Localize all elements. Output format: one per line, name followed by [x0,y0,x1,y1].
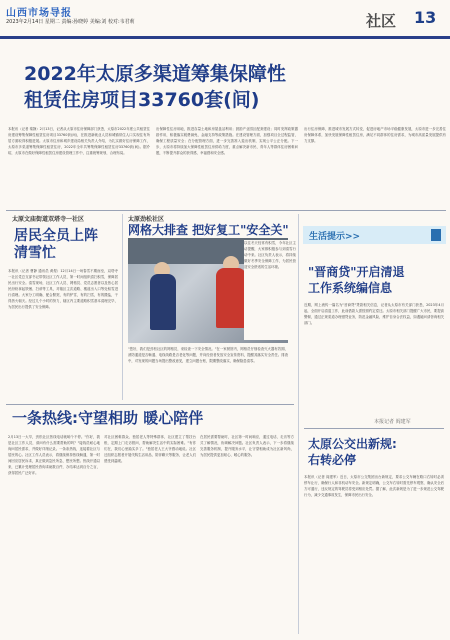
page-number: 13 [414,8,437,27]
mid-article-sidecol: 以往冬天经常有积雪，今年社区主动提醒，大家都积极参与到清雪行动中来。社区负责人表示，将持续做好冬季安全保障工作，为居民营造安全舒适的生活环境。 [244,240,296,340]
sidebar-article1-title-line2: 工作系统编信息 [308,281,393,295]
sidebar-article1-title-line1: "晋商贷"开启清退 [308,265,405,279]
hotline-headline: 一条热线:守望相助 暖心陪伴 [12,409,204,427]
masthead [0,0,450,40]
mid-article-kicker: 太原劲松社区 [128,216,165,223]
sidebar-rule [304,428,444,429]
life-tips-banner [303,226,446,244]
banner-accent-bar [431,229,441,241]
left-article-body: 本报讯（记者 曹静 通讯员 黄煜）12月14日一场春雪不期而至，双塔寺一社区党总支部书记带领社区工作人员，第一时间组织清扫积雪，保障居民出行安全。清雪现场，社区工作人员、网格员、党员志愿者以及热心居民纷纷拿起铁锹、扫帚等工具，对辖区主次道路、楼道出入口等处积雪进行清理。大家分工明确、配合默契，有的铲雪，有的扫雪，有的撒盐，干得热火朝天。经过几个小时的努力，辖区内主要道路积雪基本清理完毕，为居民出行提供了安全保障。 [8,269,118,309]
left-article-kicker: 太原文庙街道双塔寺一社区 [12,216,85,223]
sidebar-divider [298,214,299,634]
sidebar-article1-byline: 本报记者 阎建军 [374,419,411,425]
life-tips-label: 生活提示>> [309,232,361,242]
mid-article-body: "您好，我们是劲松社区的网格员，来检查一下安全情况。"在一家餐馆内，网格员仔细检查灭火器有效期、消防通道是否畅通、电线线路是否老化等问题，并向经营者发放安全宣传资料，提醒其落实安全责任。排查中，对发现的问题当场提出整改意见，建立问题台账，限期整改落实，确保隐患清零。 [128,347,288,363]
issue-info: 2023年2月14日 星期二 责编:孙晓婷 美编:刘 校对:韦君莉 [6,19,135,25]
left-article-title-line2: 清雪忙 [14,245,56,261]
hotline-divider [6,404,294,405]
section-name: 社区 [366,12,397,30]
hotline-column1: 2月13日一大早，劲松社区热线电话就响个不停。"你好，我是社区工作人员，请问有什么需要帮助的吗？"接线员耐心地询问居民需求，并做好详细记录。一条条热线，连接着社区与居民的心。社区工作人员表示，将继续保持热线畅通，第一时间回应居民诉求，真正做到急民所急、想民所想。热线开通以来，已累计受理居民咨询求助数百件，办结率达到百分之百，获得居民广泛好评。 [8,435,100,475]
masthead-divider [0,36,450,39]
sidebar-article2-title-line2: 右转必停 [308,453,357,467]
sidebar-article2-body: 本报讯（记者 阎建军）近日，太原市公交集团出台新规定，要求公交车辆在路口右转时必须停车让行，确保行人和非机动车安全。新规定明确，公交车右转时需先停车观察，确认安全后方可通行，违反规定的驾驶员将受到相应处罚。据了解，此次新规是为了进一步规范公交驾驶行为，减少交通事故发生，保障市民出行安全。 [304,475,444,497]
left-article-title-line1: 居民全员上阵 [14,228,98,244]
lead-article-column1: 本报讯（记者 秦静）2月13日，记者从太原市住房保障部门获悉，太原市2022年度公共租赁住房建设筹集保障性租赁住房项目33760套(间)，在推进新就业人员和城镇常住人口实现住有所居方面取得积极进展。太原市住房和城乡建设局相关负责人介绍，为扎实做好住房保障工作，太原市多渠道筹集保障性租赁住房，2022年全年共筹集保障性租赁住房33760套(间)。据介绍，太原市在做好保障性租赁住房建设管理工作中，注重统筹规划，合理布局。 [8,127,150,155]
newspaper-title: 山西市场导报 [6,8,72,19]
lead-article-column3: 出行住房保障，推进城市发展方式转变，促进房地产市场平稳健康发展，太原市进一步完善住房保障体系，加快发展保障性租赁住房，满足不同群体的住房需求，为城市高质量发展提供有力支撑。 [304,127,446,143]
main-headline-line1: 2022年太原多渠道筹集保障性 [24,63,286,85]
hotline-column2: 对社区困难群众、独居老人等特殊群体，社区建立了帮扶台账，定期上门走访慰问，帮助解决生活中的实际困难。"有你们在，我们心里踏实多了。"独居老人王大爷感动地说。社区还组织志愿者开展代购生活用品、陪伴聊天等服务，让老人们感受到温暖。 [104,435,196,463]
section-divider [6,210,446,211]
main-headline-line2: 租赁住房项目33760套(间) [24,89,260,111]
mid-article-title: 网格大排查 把好复工"安全关" [128,223,289,237]
column-divider [122,214,123,400]
lead-article-column2: 出保障性住房用地，推进存量土地和房屋盘活利用；鼓励产业园区配套建设；同时发挥政策激励作用，积极落实税费减免、金融支持等政策措施。在建设管理方面，加强项目全过程监管，确保工程质量安全；在分配管理方面，进一步完善准入退出机制，实现公平公正分配。下一步，太原市将持续加大保障性租赁住房供给力度，重点解决新市民、青年人等群体住房困难问题，不断提升群众的获得感、幸福感和安全感。 [156,127,298,155]
hotline-column3: 在居民需要帮助时，社区第一时间响应，通过电话、走访等方式了解情况，协调解决问题。社区负责人表示，下一步将继续完善服务机制，提升服务水平，让守望相助成为社区新风尚，为居民提供更加贴心、暖心的服务。 [200,435,294,457]
sidebar-article2-title-line1: 太原公交出新规: [308,437,397,451]
sidebar-article1-body: 近期，网上流传一篇名为"晋商贷"贷款相关信息，记者从太原市有关部门获悉，2023年4月起，全面开启清退工作，此前借款人需按照约定偿还。太原市相关部门提醒广大市民，要提高警惕，通过正规渠道办理借贷业务，防范金融风险，维护自身合法权益，如遇疑问请咨询相关部门。 [304,303,444,325]
